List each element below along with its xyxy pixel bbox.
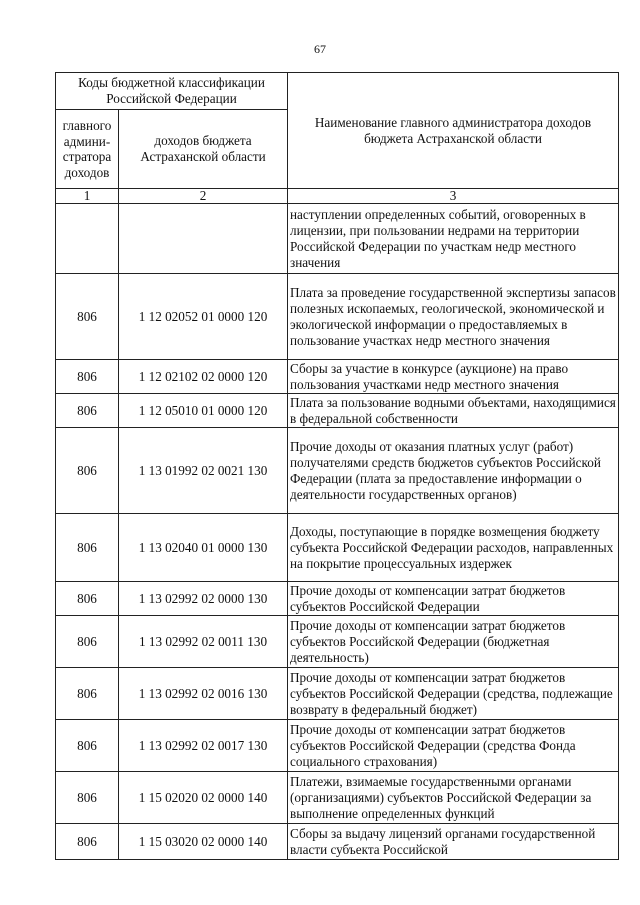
table-row [56, 428, 619, 514]
row-name: Доходы, поступающие в порядке возмещения бюджету субъекта Российской Федерации расходов, направленных на покрытие процессуальных издержек [288, 514, 619, 582]
table-row [56, 668, 619, 720]
row-admin-code: 806 [56, 514, 119, 582]
row-admin-code: 806 [56, 274, 119, 360]
row-admin-code: 806 [56, 720, 119, 772]
row-admin-code: 806 [56, 428, 119, 514]
header-col-admin: главного админи-стратора доходов [56, 110, 119, 189]
row-name: Прочие доходы от компенсации затрат бюджетов субъектов Российской Федерации (средства, подлежащие возврату в федеральный бюджет) [288, 668, 619, 720]
table-row [56, 360, 619, 394]
row-name: наступлении определенных событий, оговоренных в лицензии, при пользовании недрами на территории Российской Федерации по участкам недр местного значения [288, 204, 619, 274]
row-name: Платежи, взимаемые государственными органами (организациями) субъектов Российской Федерации за выполнение определенных функций [288, 772, 619, 824]
row-income-code: 1 13 02992 02 0017 130 [119, 720, 288, 772]
row-admin-code: 806 [56, 616, 119, 668]
table-row [56, 582, 619, 616]
row-name: Прочие доходы от компенсации затрат бюджетов субъектов Российской Федерации [288, 582, 619, 616]
table-row [56, 394, 619, 428]
budget-classification-table [55, 72, 619, 860]
row-admin-code: 806 [56, 824, 119, 860]
table-row [56, 772, 619, 824]
table-row [56, 204, 619, 274]
header-col-name: Наименование главного администратора доходов бюджета Астраханской области [288, 73, 619, 189]
row-income-code: 1 12 02052 01 0000 120 [119, 274, 288, 360]
row-admin-code: 806 [56, 772, 119, 824]
header-num-3: 3 [288, 189, 619, 204]
row-income-code: 1 13 01992 02 0021 130 [119, 428, 288, 514]
row-income-code [119, 204, 288, 274]
row-name: Плата за пользование водными объектами, находящимися в федеральной собственности [288, 394, 619, 428]
table-row [56, 720, 619, 772]
row-admin-code [56, 204, 119, 274]
page-number: 67 [314, 42, 326, 56]
header-group-codes: Коды бюджетной классификации Российской Федерации [56, 73, 288, 110]
header-number-row [56, 189, 619, 204]
row-name: Прочие доходы от компенсации затрат бюджетов субъектов Российской Федерации (средства Фонда социального страхования) [288, 720, 619, 772]
row-income-code: 1 13 02992 02 0000 130 [119, 582, 288, 616]
row-income-code: 1 13 02992 02 0011 130 [119, 616, 288, 668]
row-income-code: 1 15 02020 02 0000 140 [119, 772, 288, 824]
table-body [56, 204, 619, 860]
header-num-2: 2 [119, 189, 288, 204]
table-row [56, 514, 619, 582]
row-admin-code: 806 [56, 582, 119, 616]
row-income-code: 1 13 02992 02 0016 130 [119, 668, 288, 720]
row-admin-code: 806 [56, 394, 119, 428]
row-name: Плата за проведение государственной экспертизы запасов полезных ископаемых, геологической, экономической и экологической информации о предоставляемых в пользование участках недр местного значения [288, 274, 619, 360]
row-income-code: 1 13 02040 01 0000 130 [119, 514, 288, 582]
row-admin-code: 806 [56, 668, 119, 720]
table-row [56, 824, 619, 860]
header-col-income: доходов бюджета Астраханской области [119, 110, 288, 189]
table-row [56, 274, 619, 360]
table-header [56, 73, 619, 204]
row-admin-code: 806 [56, 360, 119, 394]
row-income-code: 1 12 02102 02 0000 120 [119, 360, 288, 394]
row-income-code: 1 12 05010 01 0000 120 [119, 394, 288, 428]
row-name: Прочие доходы от оказания платных услуг (работ) получателями средств бюджетов субъектов Российской Федерации (плата за предоставление информации о деятельности государственных органов) [288, 428, 619, 514]
header-num-1: 1 [56, 189, 119, 204]
row-name: Прочие доходы от компенсации затрат бюджетов субъектов Российской Федерации (бюджетная деятельность) [288, 616, 619, 668]
row-name: Сборы за участие в конкурсе (аукционе) на право пользования участками недр местного значения [288, 360, 619, 394]
row-income-code: 1 15 03020 02 0000 140 [119, 824, 288, 860]
row-name: Сборы за выдачу лицензий органами государственной власти субъекта Российской [288, 824, 619, 860]
table-row [56, 616, 619, 668]
